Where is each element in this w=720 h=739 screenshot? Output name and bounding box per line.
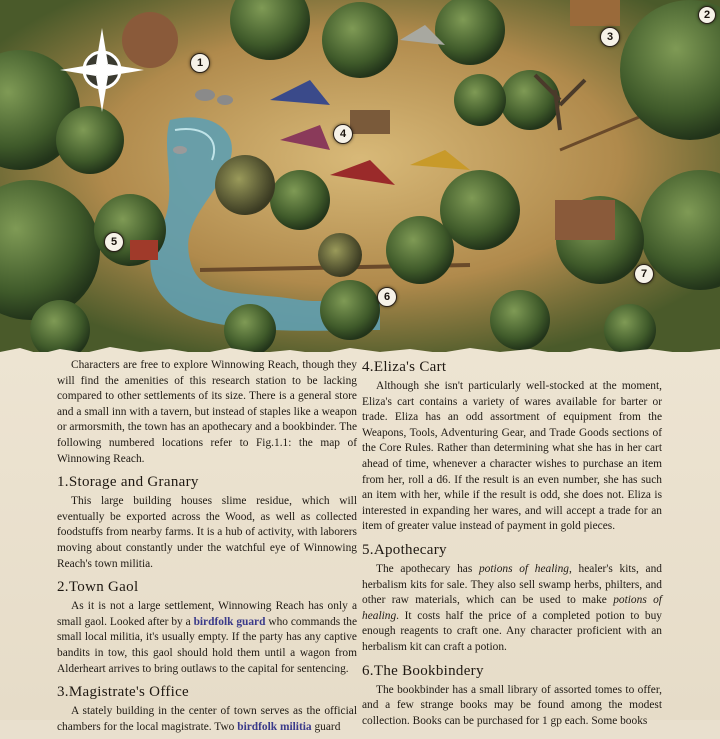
map-marker-7: 7	[634, 264, 654, 284]
apothecary-text-b: , healer's kits, and herbalism kits for sale. They also sell swamp herbs, philters, and other raw materials, which can be used to make	[362, 562, 662, 607]
intro-paragraph: Characters are free to explore Winnowing Reach, though they will find the amenities of this research station to be lacking compared to other settlements of its size. There is a general store and a small inn with a tavern, but instead of staples like a weapon or armorsmith, the town has an apothecary and a bookbinder. The following numbered locations refer to Fig.1.1: the map of Winnowing Reach.	[57, 359, 357, 465]
potions-of-healing-em: potions of healing	[478, 562, 569, 575]
apothecary-text	[362, 562, 662, 656]
bookbindery-text: The bookbinder has a small library of assorted tomes to offer, and a few strange books may be found among the modest collection. Books can be purchased for 1 gp each. Some books	[362, 683, 662, 727]
magistrates-office-text	[57, 704, 357, 735]
apothecary-text-c: . It costs half the price of a completed potion to buy enough reagents to craft one. Any character proficient with an herbalism kit can craft a potion.	[362, 609, 662, 653]
elizas-cart-text: Although she isn't particularly well-stocked at the moment, Eliza's cart contains a variety of wares available for barter or trade. Eliza has an odd assortment of equipment from the Weapons, Tools, Adventuring Gear, and Trade Goods sections of the Core Rules. Rather than determining what she has in her cart ahead of time, whenever a character wishes to purchase an item from her, roll a d6. If the result is an even number, she has such an item with her, while if the result is odd, she does not. Eliza is interested in expanding her wares, and will accept a trade for an item of greater value instead of payment in gold pieces.	[362, 380, 662, 533]
magistrate-text-a: A stately building in the center of town serves as the official chambers for the local magistrate. Two	[57, 705, 357, 733]
map-marker-1: 1	[190, 53, 210, 73]
town-map-illustration	[0, 0, 720, 352]
compass-rose-icon	[60, 28, 144, 112]
heading-apothecary: 5.Apothecary	[362, 541, 447, 558]
map-marker-6: 6	[377, 287, 397, 307]
gaol-text-b: who commands the small local militia, it's usually empty. If the party has any captive bandits in tow, this gaol should hold them until a wagon from Alderheart arrives to bring outlaws to the capital for sentencing.	[57, 615, 357, 675]
town-gaol-text	[57, 599, 357, 677]
map-marker-4: 4	[333, 124, 353, 144]
storage-granary-text: This large building houses slime residue, which will eventually be exported across the Wood, as well as collected foodstuffs from nearby farms. It is a hub of activity, with laborers moving about constantly under the watchful eye of Winnowing Reach's town militia.	[57, 495, 357, 570]
birdfolk-guard-link[interactable]: birdfolk guard	[193, 615, 266, 628]
birdfolk-militia-link[interactable]: birdfolk militia	[237, 720, 312, 733]
gaol-text-a: As it is not a large settlement, Winnowing Reach has only a small gaol. Looked after by a	[57, 600, 357, 628]
magistrate-text-b: guard	[311, 720, 341, 733]
potions-of-healing-em-2: potions of healing	[362, 594, 662, 622]
right-column	[362, 358, 662, 733]
map-marker-5: 5	[104, 232, 124, 252]
map-marker-2: 2	[698, 6, 716, 24]
map-marker-3: 3	[600, 27, 620, 47]
apothecary-text-a: The apothecary has	[376, 562, 479, 575]
heading-magistrates-office: 3.Magistrate's Office	[57, 684, 190, 701]
heading-storage-granary: 1.Storage and Granary	[57, 474, 199, 491]
page-body	[0, 352, 720, 733]
heading-town-gaol: 2.Town Gaol	[57, 579, 139, 596]
left-column	[57, 358, 357, 739]
heading-bookbindery: 6.The Bookbindery	[362, 662, 484, 679]
heading-elizas-cart: 4.Eliza's Cart	[362, 359, 447, 375]
